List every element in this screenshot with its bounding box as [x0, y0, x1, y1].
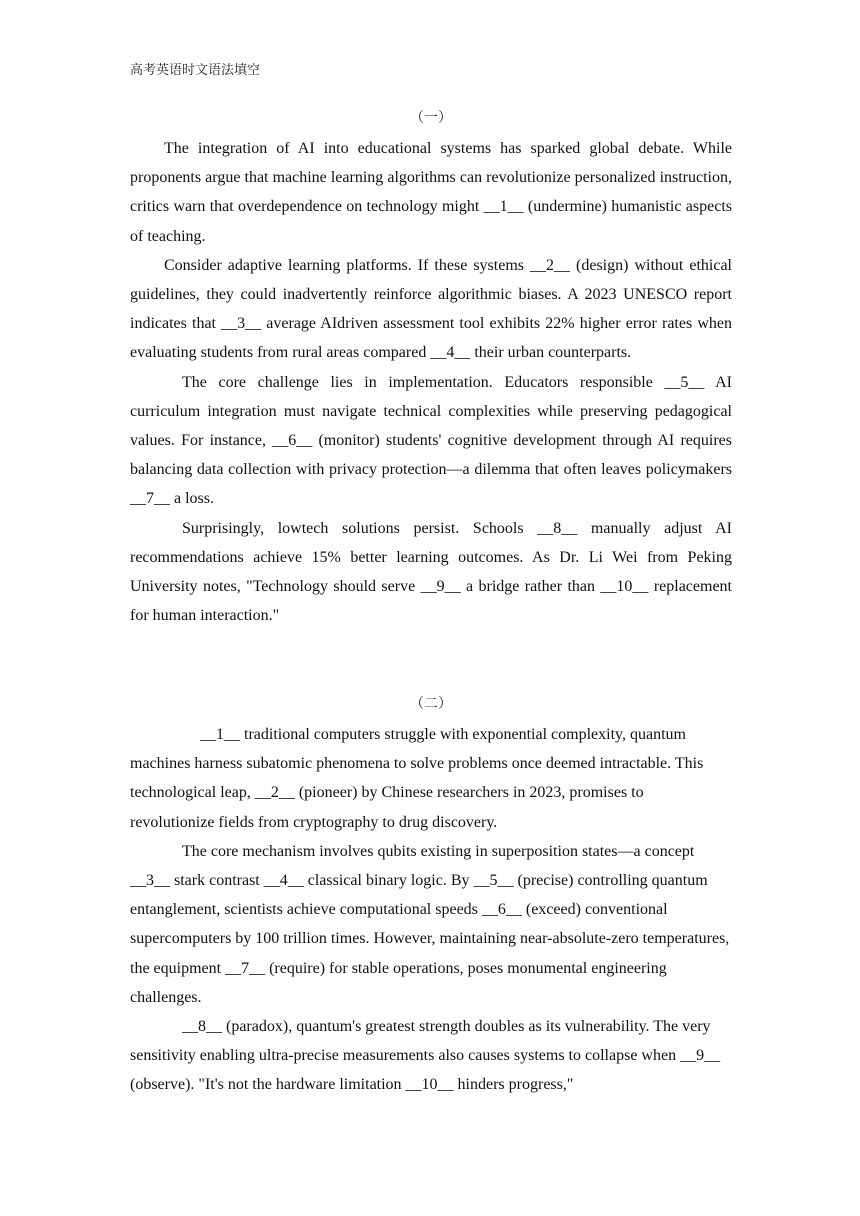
passage-1-paragraph-1: The integration of AI into educational systems has sparked global debate. While proponents argue that machine learning algorithms can revolutionize personalized instruction, critics warn that overdependence on technology might __1__ (undermine) humanistic aspects of teaching.	[130, 140, 732, 245]
passage-1-paragraph-4: Surprisingly, lowtech solutions persist. Schools __8__ manually adjust AI recommendations achieve 15% better learning outcomes. As Dr. Li Wei from Peking University notes, "Technology should serve __9__ a bridge rather than __10__ replacement for human interaction."	[130, 519, 732, 625]
section-heading-2: （二）	[410, 696, 452, 712]
passage-2-paragraph-3: __8__ (paradox), quantum's greatest strength doubles as its vulnerability. The very sensitivity enabling ultra-precise measurements also causes systems to collapse when __9__ (observe). "It's not the hardware limitation __10__ hinders progress,"	[130, 1018, 721, 1094]
section-heading-1: （一）	[410, 110, 452, 126]
passage-2-paragraph-1: __1__ traditional computers struggle with exponential complexity, quantum machines harness subatomic phenomena to solve problems once deemed intractable. This technological leap, __2__ (pioneer) by Chinese researchers in 2023, promises to revolutionize fields from cryptography to drug discovery.	[130, 726, 704, 831]
passage-2-paragraph-2: The core mechanism involves qubits existing in superposition states—a concept __3__ stark contrast __4__ classical binary logic. By __5__ (precise) controlling quantum entanglement, scientists achieve computational speeds __6__ (exceed) conventional supercomputers by 100 trillion times. However, maintaining near-absolute-zero temperatures, the equipment __7__ (require) for stable operations, poses monumental engineering challenges.	[130, 842, 730, 1006]
page-header-title: 高考英语时文语法填空	[130, 63, 261, 78]
passage-2	[130, 720, 732, 1100]
passage-1-paragraph-2: Consider adaptive learning platforms. If these systems __2__ (design) without ethical guidelines, they could inadvertently reinforce algorithmic biases. A 2023 UNESCO report indicates that __3__ average AIdriven assessment tool exhibits 22% higher error rates when evaluating students from rural areas compared __4__ their urban counterparts.	[130, 256, 732, 362]
passage-1	[130, 134, 732, 630]
passage-1-paragraph-3: The core challenge lies in implementation. Educators responsible __5__ AI curriculum integration must navigate technical complexities while preserving pedagogical values. For instance, __6__ (monitor) students' cognitive development through AI requires balancing data collection with privacy protection—a dilemma that often leaves policymakers __7__ a loss.	[130, 373, 732, 508]
